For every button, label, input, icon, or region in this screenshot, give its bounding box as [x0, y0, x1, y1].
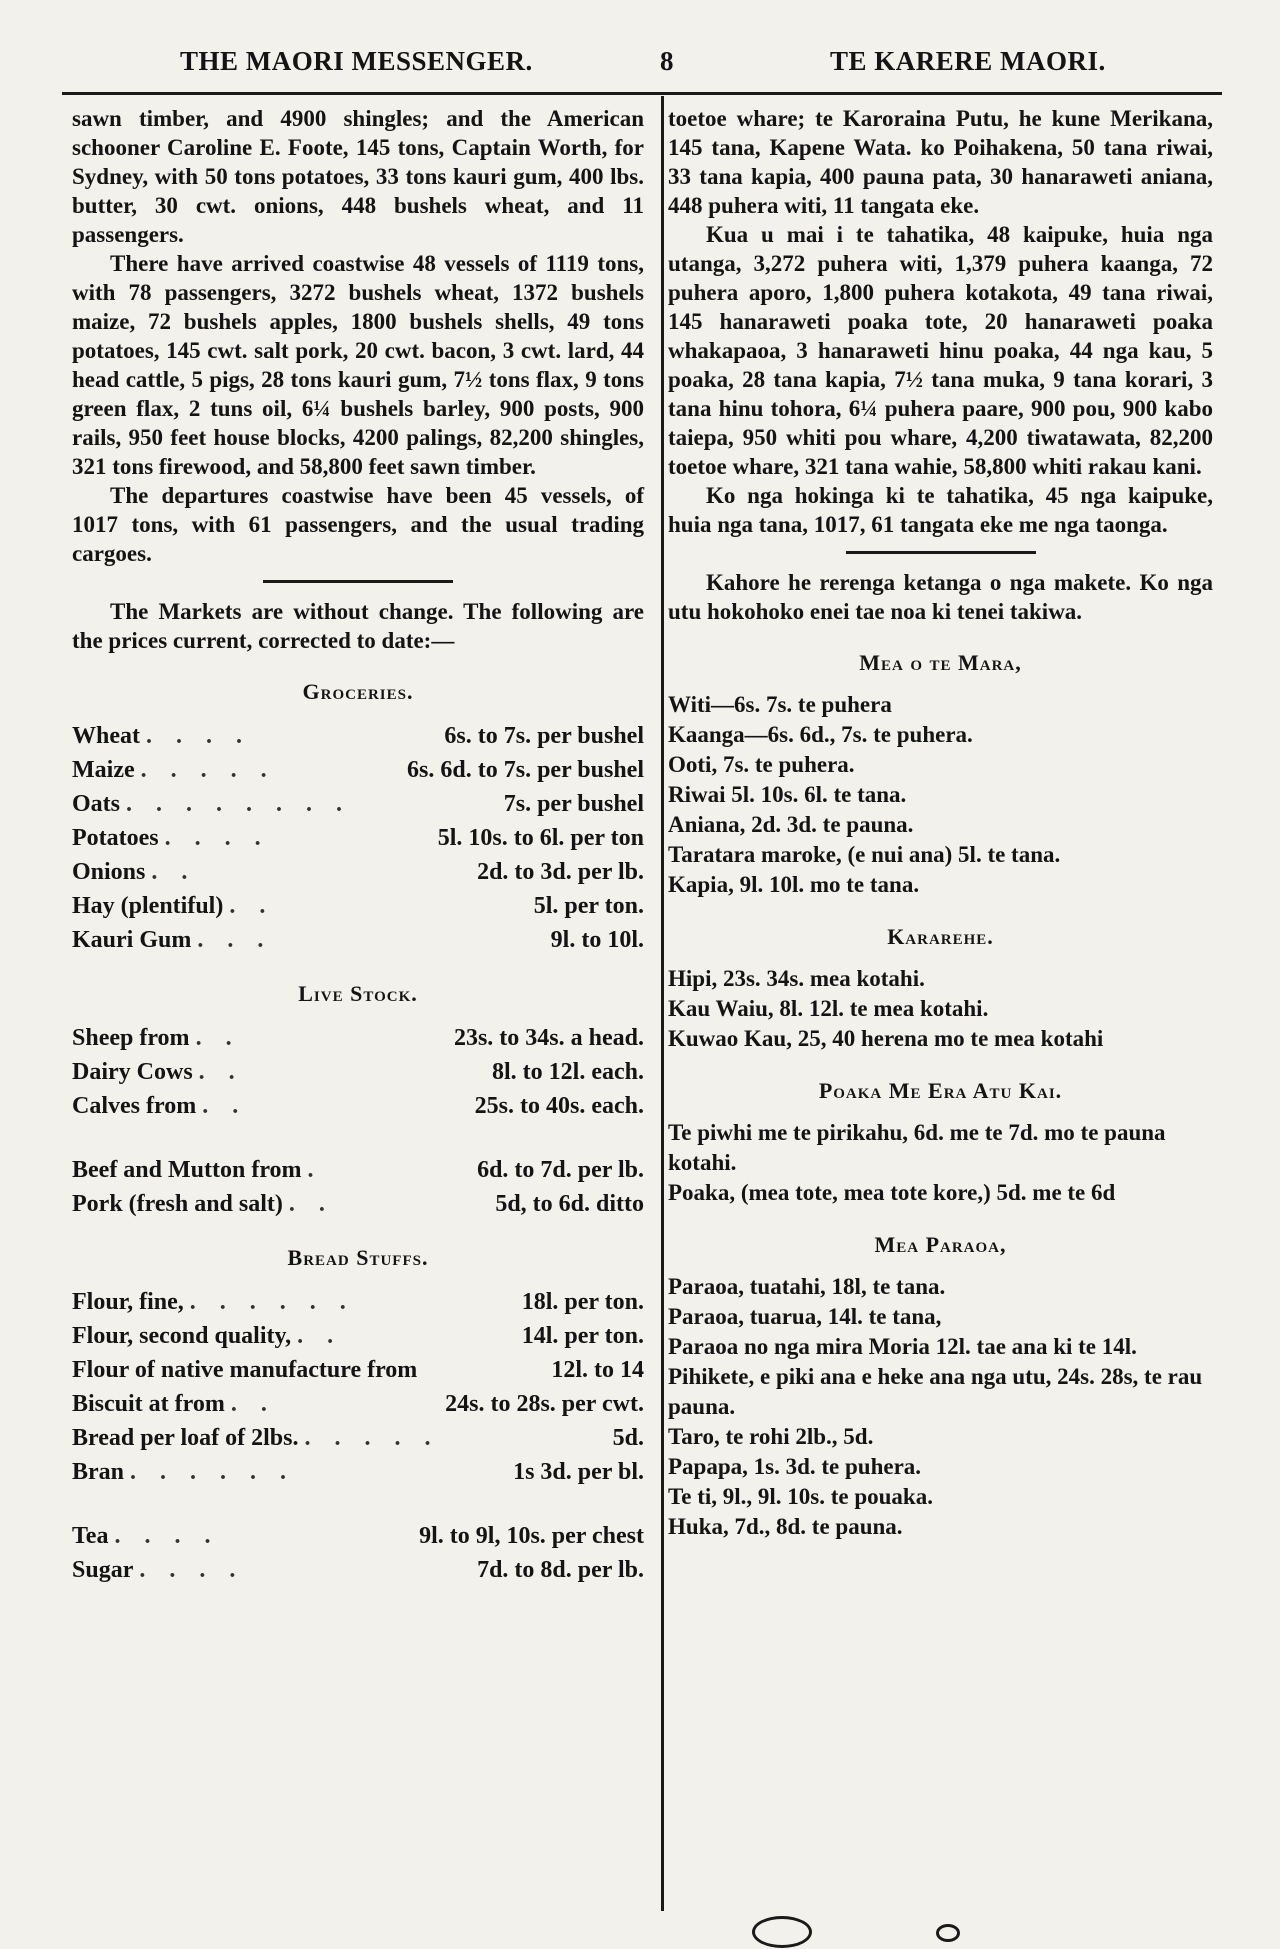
price-line: Kau Waiu, 8l. 12l. te mea kotahi.	[668, 996, 989, 1021]
groceries-list	[72, 719, 644, 957]
markets-paragraph-maori: Kahore he rerenga ketanga o nga makete. Ko nga utu hokohoko enei tae noa ki tenei takiwa.	[668, 570, 1213, 624]
leader-dots: . . . .	[139, 1557, 245, 1583]
leader-dots: . .	[195, 1025, 241, 1051]
leader-dots: .	[307, 1157, 323, 1183]
price-value: 14l. per ton.	[521, 1323, 644, 1349]
price-value: 5d.	[612, 1425, 644, 1451]
price-line: Kapia, 9l. 10l. mo te tana.	[668, 872, 920, 897]
price-row	[72, 787, 644, 821]
price-value: 5d, to 6d. ditto	[495, 1191, 644, 1217]
price-item: Dairy Cows	[72, 1059, 193, 1085]
leader-dots: . . . . . .	[189, 1289, 355, 1315]
price-row	[72, 1421, 644, 1455]
mea-o-te-mara-list	[668, 690, 1213, 900]
price-value: 25s. to 40s. each.	[474, 1093, 644, 1119]
price-line: Hipi, 23s. 34s. mea kotahi.	[668, 966, 925, 991]
price-value: 1s 3d. per bl.	[513, 1459, 644, 1485]
leader-dots: . .	[230, 1391, 276, 1417]
price-line: Papapa, 1s. 3d. te puhera.	[668, 1454, 922, 1479]
leader-dots: . .	[198, 1059, 244, 1085]
price-row	[72, 1319, 644, 1353]
price-row	[72, 821, 644, 855]
column-divider	[661, 96, 664, 1911]
price-row	[72, 1055, 644, 1089]
price-item: Calves from	[72, 1093, 197, 1119]
kararehe-list	[668, 964, 1213, 1054]
price-value: 6s. to 7s. per bushel	[444, 723, 644, 749]
live-stock-list	[72, 1021, 644, 1221]
price-value: 7d. to 8d. per lb.	[477, 1557, 644, 1583]
maori-column	[668, 104, 1213, 1542]
shipping-paragraph-maori: toetoe whare; te Karoraina Putu, he kune Merikana, 145 tana, Kapene Wata. ko Poihakena, 50 tana riwai, 33 tana kapia, 400 pauna pata, 30 hanaraweti aniana, 448 puhera witi, 11 tangata eke.	[668, 106, 1213, 218]
price-line: Witi—6s. 7s. te puhera	[668, 692, 892, 717]
price-line: Pihikete, e piki ana e heke ana nga utu, 24s. 28s, te rau pauna.	[668, 1364, 1203, 1419]
leader-dots: . .	[202, 1093, 248, 1119]
price-line: Paraoa, tuarua, 14l. te tana,	[668, 1304, 942, 1329]
leader-dots: . . . . .	[140, 757, 276, 783]
departures-paragraph-maori: Ko nga hokinga ki te tahatika, 45 nga kaipuke, huia nga tana, 1017, 61 tangata eke me nga taonga.	[668, 483, 1213, 537]
header-left-title: THE MAORI MESSENGER.	[180, 46, 533, 76]
price-value: 18l. per ton.	[521, 1289, 644, 1315]
price-row	[72, 1553, 644, 1587]
leader-dots: . . . .	[114, 1523, 220, 1549]
price-value: 12l. to 14	[551, 1357, 644, 1383]
price-item: Kauri Gum	[72, 927, 192, 953]
mea-o-te-mara-title: Mea o te Mara,	[859, 650, 1022, 675]
price-item: Hay (plentiful)	[72, 893, 224, 919]
mea-paraoa-list	[668, 1272, 1213, 1542]
departures-paragraph: The departures coastwise have been 45 vessels, of 1017 tons, with 61 passengers, and the usual trading cargoes.	[72, 483, 644, 566]
price-line: Taratara maroke, (e nui ana) 5l. te tana.	[668, 842, 1061, 867]
poaka-list	[668, 1118, 1213, 1208]
leader-dots: . . .	[197, 927, 273, 953]
price-row	[72, 1455, 644, 1489]
price-value: 9l. to 10l.	[550, 927, 644, 953]
price-line: Taro, te rohi 2lb., 5d.	[668, 1424, 874, 1449]
price-value: 5l. 10s. to 6l. per ton	[437, 825, 644, 851]
arrivals-paragraph-maori: Kua u mai i te tahatika, 48 kaipuke, huia nga utanga, 3,272 puhera witi, 1,379 puhera kaanga, 72 puhera aporo, 1,800 puhera kotakota, 49 tana riwai, 145 hanaraweti poaka tote, 20 hanaraweti poaka whakapaoa, 3 hanaraweti hinu poaka, 44 nga kau, 5 poaka, 28 tana kapia, 7½ tana muka, 9 tana korari, 3 tana hinu tohora, 6¼ puhera paare, 900 pou, 900 kabo taiepa, 950 whiti pou whare, 4,200 tiwatawata, 82,200 toetoe whare, 321 tana wahie, 58,800 whiti rakau kani.	[668, 222, 1213, 479]
price-line: Aniana, 2d. 3d. te pauna.	[668, 812, 914, 837]
header-rule	[62, 92, 1222, 95]
price-row	[72, 719, 644, 753]
price-item: Sugar	[72, 1557, 134, 1583]
leader-dots: . . . . .	[304, 1425, 440, 1451]
price-row	[72, 1387, 644, 1421]
price-item: Sheep from	[72, 1025, 190, 1051]
groceries-title: Groceries.	[302, 679, 414, 704]
price-row	[72, 1353, 644, 1387]
ink-blot	[752, 1916, 812, 1948]
price-line: Huka, 7d., 8d. te pauna.	[668, 1514, 903, 1539]
leader-dots	[417, 1353, 551, 1387]
price-row	[72, 889, 644, 923]
markets-paragraph: The Markets are without change. The following are the prices current, corrected to date:—	[72, 599, 644, 653]
shipping-paragraph: sawn timber, and 4900 shingles; and the American schooner Caroline E. Foote, 145 tons, Captain Worth, for Sydney, with 50 tons potatoes, 33 tons kauri gum, 400 lbs. butter, 30 cwt. onions, 448 bushels wheat, and 11 passengers.	[72, 106, 644, 247]
leader-dots: . .	[151, 859, 197, 885]
poaka-title: Poaka Me Era Atu Kai.	[818, 1078, 1063, 1103]
price-item: Maize	[72, 757, 135, 783]
price-line: Poaka, (mea tote, mea tote kore,) 5d. me te 6d	[668, 1180, 1116, 1205]
leader-dots: . .	[297, 1323, 343, 1349]
section-rule	[846, 551, 1036, 554]
price-item: Bread per loaf of 2lbs.	[72, 1425, 299, 1451]
price-item: Flour, fine,	[72, 1289, 184, 1315]
price-line: Te piwhi me te pirikahu, 6d. me te 7d. mo te pauna kotahi.	[668, 1120, 1166, 1175]
bread-stuffs-list	[72, 1285, 644, 1587]
price-row	[72, 1089, 644, 1123]
price-item: Flour of native manufacture from	[72, 1357, 418, 1383]
price-line: Kaanga—6s. 6d., 7s. te puhera.	[668, 722, 973, 747]
price-item: Pork (fresh and salt)	[72, 1191, 283, 1217]
price-row	[72, 1519, 644, 1553]
price-row	[72, 923, 644, 957]
price-line: Paraoa no nga mira Moria 12l. tae ana ki te 14l.	[668, 1334, 1137, 1359]
ink-blot	[936, 1924, 960, 1942]
price-item: Flour, second quality,	[72, 1323, 292, 1349]
price-item: Onions	[72, 859, 146, 885]
price-row	[72, 753, 644, 787]
price-item: Potatoes	[72, 825, 159, 851]
price-value: 6s. 6d. to 7s. per bushel	[407, 757, 644, 783]
price-line: Paraoa, tuatahi, 18l, te tana.	[668, 1274, 946, 1299]
english-column	[72, 104, 644, 1587]
price-item: Oats	[72, 791, 120, 817]
price-value: 7s. per bushel	[503, 791, 644, 817]
page-header	[70, 40, 1210, 84]
leader-dots: . . . . . . . .	[126, 791, 351, 817]
price-value: 8l. to 12l. each.	[492, 1059, 644, 1085]
arrivals-paragraph: There have arrived coastwise 48 vessels of 1119 tons, with 78 passengers, 3272 bushels wheat, 1372 bushels maize, 72 bushels apples, 1800 bushels shells, 49 tons potatoes, 145 cwt. salt pork, 20 cwt. bacon, 3 cwt. lard, 44 head cattle, 5 pigs, 28 tons kauri gum, 7½ tons flax, 9 tons green flax, 2 tuns oil, 6¼ bushels barley, 900 posts, 900 rails, 950 feet house blocks, 4200 palings, 82,200 shingles, 321 tons firewood, and 58,800 feet sawn timber.	[72, 251, 644, 479]
leader-dots: . .	[229, 893, 275, 919]
price-row	[72, 1021, 644, 1055]
price-item: Tea	[72, 1523, 109, 1549]
price-row	[72, 1285, 644, 1319]
section-rule	[263, 580, 453, 583]
price-row	[72, 855, 644, 889]
price-item: Beef and Mutton from	[72, 1157, 302, 1183]
price-value: 2d. to 3d. per lb.	[477, 859, 644, 885]
price-value: 23s. to 34s. a head.	[453, 1025, 644, 1051]
page-number: 8	[660, 46, 674, 76]
price-item: Biscuit at from	[72, 1391, 225, 1417]
kararehe-title: Kararehe.	[887, 924, 994, 949]
live-stock-title: Live Stock.	[298, 981, 418, 1006]
mea-paraoa-title: Mea Paraoa,	[874, 1232, 1007, 1257]
price-value: 6d. to 7d. per lb.	[477, 1157, 644, 1183]
leader-dots: . . . .	[164, 825, 270, 851]
bread-stuffs-title: Bread Stuffs.	[287, 1245, 429, 1270]
price-value: 24s. to 28s. per cwt.	[445, 1391, 644, 1417]
price-line: Te ti, 9l., 9l. 10s. te pouaka.	[668, 1484, 933, 1509]
price-value: 9l. to 9l, 10s. per chest	[419, 1523, 644, 1549]
price-row	[72, 1153, 644, 1187]
price-line: Riwai 5l. 10s. 6l. te tana.	[668, 782, 907, 807]
leader-dots: . .	[288, 1191, 334, 1217]
leader-dots: . . . .	[146, 723, 251, 749]
price-item: Bran	[72, 1459, 125, 1485]
price-value: 5l. per ton.	[533, 893, 644, 919]
price-item: Wheat	[72, 723, 140, 749]
header-right-title: TE KARERE MAORI.	[830, 46, 1106, 76]
price-row	[72, 1187, 644, 1221]
price-line: Kuwao Kau, 25, 40 herena mo te mea kotahi	[668, 1026, 1104, 1051]
leader-dots: . . . . . .	[130, 1459, 296, 1485]
price-line: Ooti, 7s. te puhera.	[668, 752, 855, 777]
